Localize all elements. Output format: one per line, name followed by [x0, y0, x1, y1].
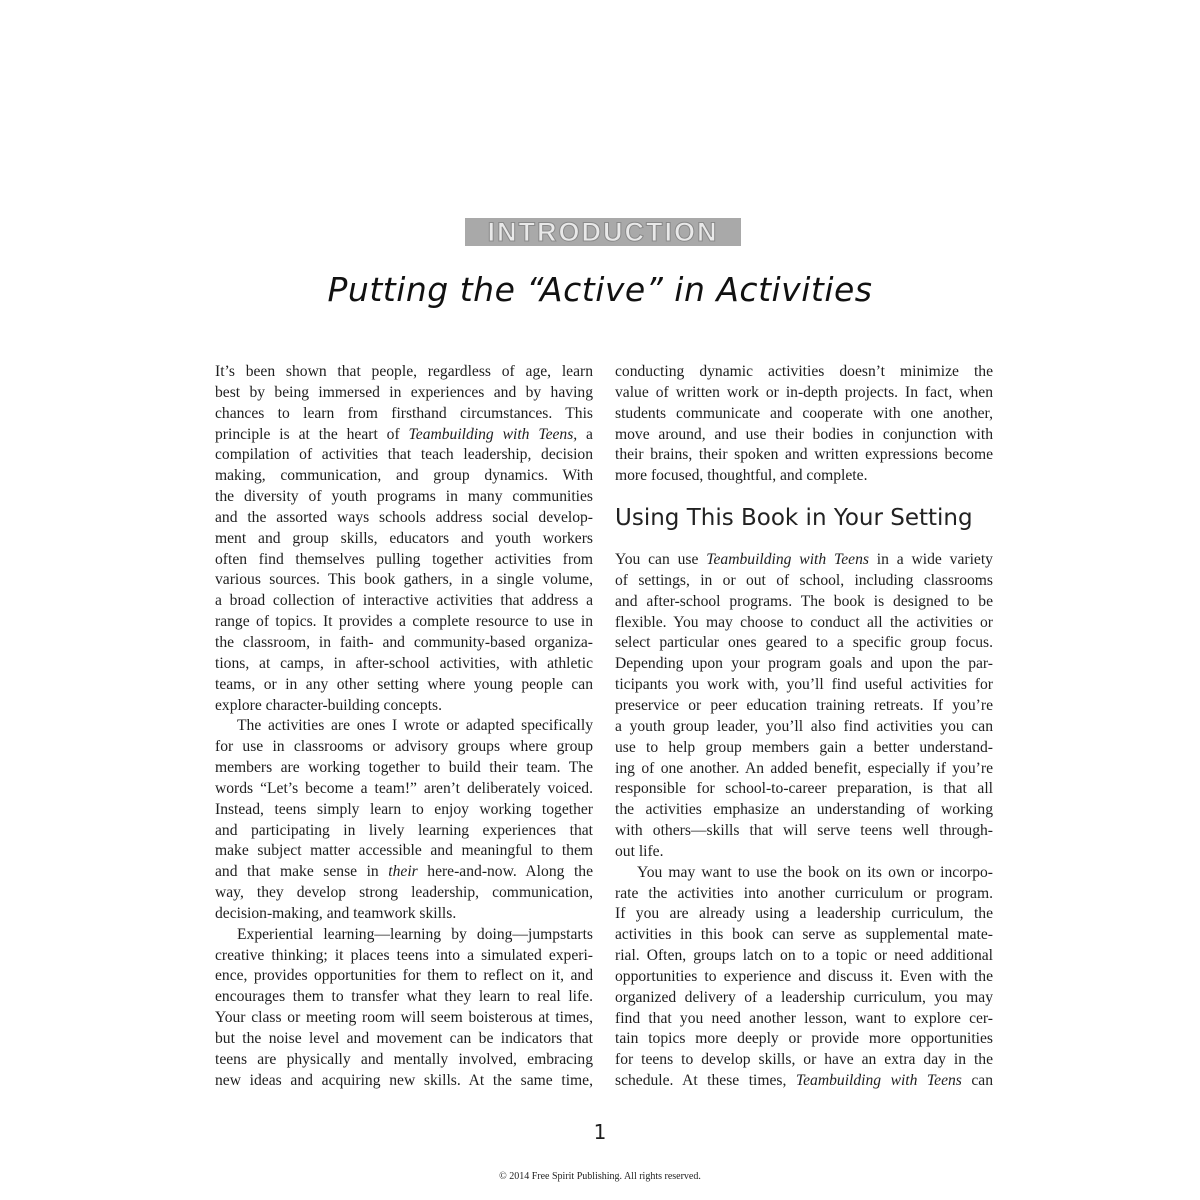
text-line: flexible. You may choose to conduct all the activities or: [615, 613, 993, 631]
text-line: decision-making, and teamwork skills.: [215, 904, 457, 922]
text-line: [215, 425, 593, 446]
paragraph: [215, 362, 593, 716]
text-line: Experiential learning—learning by doing—jumpstarts: [237, 925, 593, 943]
text-line: [615, 550, 993, 571]
section-heading: Using This Book in Your Setting: [615, 505, 973, 532]
text-line: and the assorted ways schools address social develop-: [215, 508, 593, 526]
paragraph: [215, 716, 593, 924]
text-line: use to help group members gain a better understand-: [615, 738, 993, 756]
text-line: words “Let’s become a team!” aren’t deliberately voiced.: [215, 779, 593, 797]
text-line: often find themselves pulling together activities from: [215, 550, 593, 568]
text-line: teams, or in any other setting where young people can: [215, 675, 593, 693]
text-line: the diversity of youth programs in many communities: [215, 488, 593, 506]
text-line: their brains, their spoken and written expressions become: [615, 446, 993, 464]
text-line: Instead, teens simply learn to enjoy working together: [215, 800, 593, 818]
text-segment: schedule. At these times,: [615, 1072, 796, 1090]
right-column: [615, 362, 993, 1092]
left-column: [215, 362, 593, 1092]
italic-title: their: [388, 863, 418, 881]
text-line: encourages them to transfer what they learn to real life.: [215, 988, 593, 1006]
text-line: for teens to develop skills, or have an extra day in the: [615, 1051, 993, 1069]
text-segment: and that make sense in: [215, 863, 389, 881]
text-line: out life.: [615, 842, 664, 860]
text-line: ticipants you work with, you’ll find useful activities for: [615, 676, 993, 694]
text-line: responsible for school-to-career preparation, is that all: [615, 780, 993, 798]
text-line: members are working together to build their team. The: [215, 759, 593, 777]
italic-title: Teambuilding with Teens: [795, 1072, 962, 1090]
text-line: with others—skills that will serve teens well through-: [615, 822, 993, 840]
text-line: It’s been shown that people, regardless of age, learn: [215, 363, 593, 380]
text-line: tain topics more deeply or provide more opportunities: [615, 1030, 993, 1048]
text-line: preservice or peer education training retreats. If you’re: [615, 696, 993, 714]
text-line: rate the activities into another curriculum or program.: [615, 884, 993, 902]
text-line: the activities emphasize an understanding of working: [615, 801, 993, 819]
text-line: teens are physically and mentally involved, embracing: [215, 1050, 593, 1068]
text-line: make subject matter accessible and meaningful to them: [215, 842, 593, 860]
text-line: best by being immersed in experiences and by having: [215, 383, 593, 401]
text-line: value of written work or in-depth projects. In fact, when: [615, 383, 993, 401]
text-segment: a: [577, 425, 593, 443]
text-line: rial. Often, groups latch on to a topic or need additional: [615, 947, 993, 965]
text-line: [215, 862, 593, 883]
text-line: find that you need another lesson, want to explore cer-: [615, 1009, 993, 1027]
text-segment: in a wide variety: [868, 551, 993, 569]
text-line: a youth group leader, you’ll also find activities you can: [615, 717, 993, 735]
text-line: students communicate and cooperate with one another,: [615, 404, 993, 422]
text-line: compilation of activities that teach leadership, decision: [215, 446, 593, 464]
text-line: explore character-building concepts.: [215, 696, 442, 714]
text-segment: here-and-now. Along the: [417, 863, 593, 881]
paragraph: [615, 550, 993, 863]
text-line: and participating in lively learning experiences that: [215, 821, 593, 839]
text-segment: can: [961, 1072, 993, 1090]
text-line: various sources. This book gathers, in a single volume,: [215, 571, 593, 589]
text-line: tions, at camps, in after-school activities, with athletic: [215, 654, 593, 672]
text-line: but the noise level and movement can be indicators that: [215, 1030, 593, 1047]
text-line: and after-school programs. The book is designed to be: [615, 592, 993, 610]
italic-title: Teambuilding with Teens: [706, 551, 869, 569]
italic-title: Teambuilding with Teens,: [408, 425, 578, 443]
text-line: You may want to use the book on its own or incorpo-: [637, 863, 993, 881]
text-line: range of topics. It provides a complete resource to use in: [215, 613, 593, 631]
paragraph: [215, 925, 593, 1092]
text-line: ence, provides opportunities for them to reflect on it, and: [215, 967, 593, 985]
text-line: creative thinking; it places teens into a simulated experi-: [215, 946, 593, 964]
text-line: ment and group skills, educators and youth workers: [215, 529, 593, 547]
text-line: activities in this book can serve as supplemental mate-: [615, 926, 993, 944]
text-line: [615, 1071, 993, 1092]
text-line: Depending upon your program goals and upon the par-: [615, 655, 993, 673]
text-line: organized delivery of a leadership curriculum, you may: [615, 988, 993, 1006]
copyright-notice: © 2014 Free Spirit Publishing. All rights reserved.: [499, 1171, 701, 1182]
paragraph: [615, 362, 993, 487]
text-line: conducting dynamic activities doesn’t minimize the: [615, 363, 993, 380]
text-line: a broad collection of interactive activities that address a: [215, 592, 593, 610]
paragraph: [615, 863, 993, 1092]
text-line: Your class or meeting room will seem boisterous at times,: [215, 1009, 593, 1027]
page-number: 1: [593, 1120, 607, 1144]
text-segment: You can use: [615, 551, 707, 569]
text-line: If you are already using a leadership curriculum, the: [615, 905, 993, 923]
text-line: chances to learn from firsthand circumstances. This: [215, 404, 593, 422]
chapter-title: Putting the “Active” in Activities: [327, 270, 873, 309]
text-line: way, they develop strong leadership, communication,: [215, 884, 593, 902]
text-line: ing of one another. An added benefit, especially if you’re: [615, 759, 993, 777]
text-line: The activities are ones I wrote or adapted specifically: [237, 717, 593, 735]
text-line: for use in classrooms or advisory groups where group: [215, 738, 593, 756]
text-line: the classroom, in faith- and community-based organiza-: [215, 633, 593, 651]
text-line: opportunities to experience and discuss it. Even with the: [615, 967, 993, 985]
text-line: move around, and use their bodies in conjunction with: [615, 425, 993, 443]
text-line: more focused, thoughtful, and complete.: [615, 467, 868, 485]
section-label-banner: [465, 218, 741, 246]
section-label: INTRODUCTION: [487, 217, 719, 247]
text-segment: principle is at the heart of: [215, 425, 409, 443]
text-line: new ideas and acquiring new skills. At the same time,: [215, 1071, 593, 1089]
text-line: select particular ones geared to a specific group focus.: [615, 634, 993, 652]
text-line: making, communication, and group dynamics. With: [215, 467, 593, 485]
text-line: of settings, in or out of school, including classrooms: [615, 571, 993, 589]
